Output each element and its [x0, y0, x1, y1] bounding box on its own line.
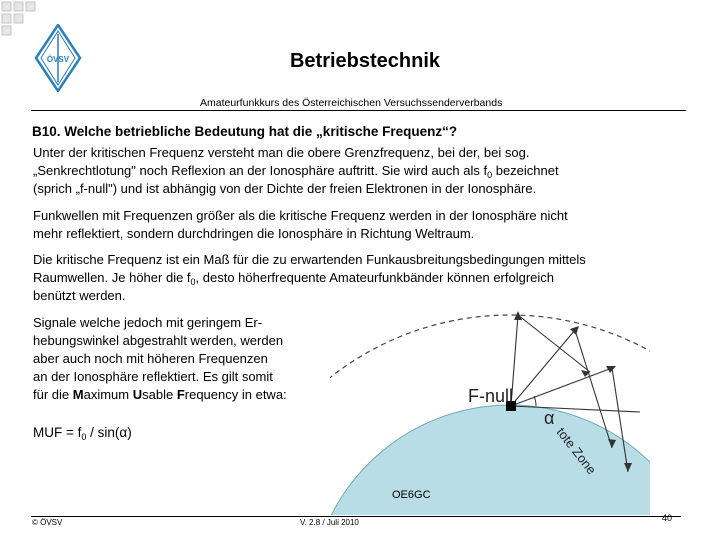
p4-line5 [33, 386, 287, 404]
formula-subscript: 0 [81, 432, 87, 442]
header-divider [31, 110, 686, 111]
p2-line2: mehr reflektiert, sondern durchdringen die Ionosphäre in Richtung Weltraum. [33, 226, 475, 241]
p1-line1: Unter der kritischen Frequenz versteht man die obere Grenzfrequenz, bei der, bei sog. [33, 145, 530, 160]
p4-line5a: für die [33, 387, 73, 402]
p3-line2b: , desto höherfrequente Amateurfunkbänder können erfolgreich [195, 270, 555, 285]
formula-lhs: MUF = f [33, 425, 82, 440]
footer-version: V. 2.8 / Juli 2010 [300, 518, 359, 527]
page-number: 40 [662, 513, 673, 523]
p3-line3: benützt werden. [33, 288, 126, 303]
p3-line1: Die kritische Frequenz ist ein Maß für die zu erwartenden Funkausbreitungsbedingungen mittels [33, 252, 586, 267]
p1-line2 [33, 162, 559, 180]
muf-f: F [176, 387, 185, 402]
p1-line2b: bezeichnet [492, 163, 559, 178]
fnull-label: F-null [468, 386, 514, 406]
footer-divider [31, 516, 681, 517]
ionosphere-diagram [330, 300, 650, 515]
muf-m: M [72, 387, 84, 402]
p4-line2: hebungswinkel abgestrahlt werden, werden [33, 333, 284, 348]
muf-formula [33, 425, 132, 440]
muf-u: U [132, 387, 143, 402]
p3-line2 [33, 269, 586, 287]
footer-copyright: © ÖVSV [32, 518, 63, 527]
p4-line1: Signale welche jedoch mit geringem Er- [33, 315, 263, 330]
alpha-arc [534, 396, 536, 406]
formula-rhs: / sin(α) [86, 425, 132, 440]
paragraph-muf [33, 314, 287, 404]
paragraph-propagation [33, 251, 586, 305]
p4-line3: aber auch noch mit höheren Frequenzen [33, 351, 268, 366]
p1-line3: (sprich „f-null") und ist abhängig von der Dichte der freien Elektronen in der Ionosphäre. [33, 181, 537, 196]
author-callsign: OE6GC [392, 489, 431, 501]
dead-zone-label: tote Zone [553, 424, 600, 478]
p1-line2a: „Senkrechtlotung" noch Reflexion an der Ionosphäre auftritt. Sie wird auch als f [33, 163, 488, 178]
p2-line1: Funkwellen mit Frequenzen größer als die kritische Frequenz werden in der Ionosphäre nicht [33, 208, 568, 223]
alpha-label: α [544, 408, 555, 428]
muf-requency: requency in etwa: [184, 387, 287, 402]
muf-aximum: aximum [83, 387, 133, 402]
question-heading: B10. Welche betriebliche Bedeutung hat die „kritische Frequenz“? [32, 124, 458, 139]
paragraph-higher-frequencies [33, 207, 568, 243]
logo-text: ÖVSV [46, 55, 70, 64]
page-title: Betriebstechnik [289, 50, 441, 72]
p1-line2-subscript: 0 [487, 170, 493, 180]
p3-line2a: Raumwellen. Je höher die f [33, 270, 191, 285]
p3-line2-subscript: 0 [190, 277, 196, 287]
earth-disc [330, 405, 650, 515]
p4-line4: an der Ionosphäre reflektiert. Es gilt somit [33, 369, 273, 384]
muf-sable: sable [142, 387, 177, 402]
paragraph-critical-frequency [33, 144, 559, 198]
page-subtitle: Amateurfunkkurs des Österreichischen Versuchssenderverbands [200, 97, 503, 109]
